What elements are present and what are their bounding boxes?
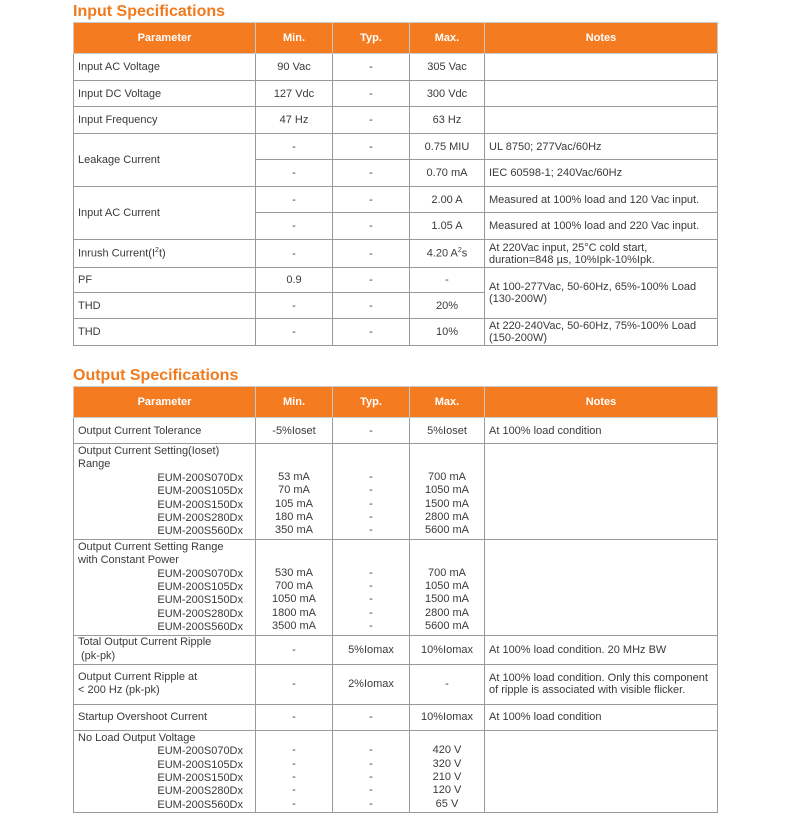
value: - bbox=[369, 470, 373, 483]
notes-cell: At 100% load condition bbox=[485, 418, 718, 444]
table-row bbox=[74, 635, 718, 664]
param-cell: THD bbox=[74, 293, 256, 319]
typ-cell: - bbox=[333, 54, 410, 81]
notes-cell: Measured at 100% load and 120 Vac input. bbox=[485, 187, 718, 213]
header-max: Max. bbox=[410, 387, 485, 418]
value: - bbox=[292, 757, 296, 770]
value: - bbox=[369, 744, 373, 757]
model-name: EUM-200S150Dx bbox=[157, 498, 243, 511]
typ-cell: - bbox=[333, 240, 410, 268]
param-line: with Constant Power bbox=[78, 554, 179, 567]
param-cell bbox=[74, 539, 256, 635]
min-cell bbox=[256, 730, 333, 812]
param-line: Output Current Setting(Ioset) bbox=[78, 445, 220, 457]
min-cell: 127 Vdc bbox=[256, 81, 333, 107]
param-line: No Load Output Voltage bbox=[78, 731, 196, 744]
typ-cell: - bbox=[333, 134, 410, 160]
typ-cell: - bbox=[333, 268, 410, 293]
value: 420 V bbox=[432, 744, 462, 757]
value: - bbox=[369, 770, 373, 783]
table-row bbox=[74, 240, 718, 268]
table-row bbox=[74, 319, 718, 346]
typ-cell: - bbox=[333, 704, 410, 730]
max-cell: 2.00 A bbox=[410, 187, 485, 213]
notes-cell bbox=[485, 539, 718, 635]
param-cell bbox=[74, 635, 256, 664]
min-cell: - bbox=[256, 213, 333, 240]
header-notes: Notes bbox=[485, 23, 718, 54]
table-row bbox=[74, 134, 718, 160]
value: - bbox=[292, 784, 296, 797]
value: - bbox=[369, 784, 373, 797]
table-row bbox=[74, 730, 718, 812]
min-cell: - bbox=[256, 240, 333, 268]
notes-cell: At 100% load condition. 20 MHz BW bbox=[485, 635, 718, 664]
max-cell bbox=[410, 444, 485, 540]
value: 320 V bbox=[432, 757, 462, 770]
value: - bbox=[369, 484, 373, 497]
param-line: Total Output Current Ripple bbox=[78, 636, 212, 649]
min-cell: - bbox=[256, 664, 333, 704]
param-line: (pk-pk) bbox=[81, 649, 116, 662]
typ-cell: - bbox=[333, 81, 410, 107]
max-cell: 300 Vdc bbox=[410, 81, 485, 107]
param-cell: Input DC Voltage bbox=[74, 81, 256, 107]
model-name: EUM-200S070Dx bbox=[157, 745, 243, 758]
max-cell: 63 Hz bbox=[410, 107, 485, 134]
param-cell bbox=[74, 444, 256, 540]
min-cell bbox=[256, 444, 333, 540]
notes-cell: IEC 60598-1; 240Vac/60Hz bbox=[485, 160, 718, 187]
min-cell: - bbox=[256, 635, 333, 664]
value: - bbox=[369, 580, 373, 593]
max-cell bbox=[410, 730, 485, 812]
notes-cell: UL 8750; 277Vac/60Hz bbox=[485, 134, 718, 160]
value: - bbox=[292, 797, 296, 810]
value: 350 mA bbox=[275, 524, 313, 537]
header-notes: Notes bbox=[485, 387, 718, 418]
param-line: < 200 Hz (pk-pk) bbox=[78, 684, 160, 697]
param-cell: Startup Overshoot Current bbox=[74, 704, 256, 730]
max-cell: 5%Ioset bbox=[410, 418, 485, 444]
param-cell: Input AC Current bbox=[74, 187, 256, 240]
value: 1050 mA bbox=[424, 580, 470, 593]
model-name: EUM-200S105Dx bbox=[157, 758, 243, 771]
value: - bbox=[369, 620, 373, 633]
value: 53 mA bbox=[278, 470, 310, 483]
output-specifications-title: Output Specifications bbox=[73, 367, 239, 384]
model-name: EUM-200S280Dx bbox=[157, 607, 243, 620]
notes-cell: At 100% load condition bbox=[485, 704, 718, 730]
value: 700 mA bbox=[428, 470, 466, 483]
model-name: EUM-200S150Dx bbox=[157, 594, 243, 607]
max-cell: 10%Iomax bbox=[410, 704, 485, 730]
header-max: Max. bbox=[410, 23, 485, 54]
header-min: Min. bbox=[256, 387, 333, 418]
output-specifications-table bbox=[73, 386, 718, 813]
model-name: EUM-200S280Dx bbox=[157, 512, 243, 525]
value: 1500 mA bbox=[424, 593, 470, 606]
value: - bbox=[369, 593, 373, 606]
value: 65 V bbox=[435, 797, 459, 810]
value: 1050 mA bbox=[424, 484, 470, 497]
min-cell: - bbox=[256, 293, 333, 319]
min-cell: -5%Ioset bbox=[256, 418, 333, 444]
min-cell: - bbox=[256, 704, 333, 730]
value: 5600 mA bbox=[424, 524, 470, 537]
notes-cell bbox=[485, 730, 718, 812]
notes-cell bbox=[485, 444, 718, 540]
model-name: EUM-200S150Dx bbox=[157, 771, 243, 784]
value: 105 mA bbox=[275, 497, 313, 510]
typ-cell: - bbox=[333, 319, 410, 346]
table-row bbox=[74, 268, 718, 293]
max-cell: - bbox=[410, 268, 485, 293]
max-text: 4.20 A bbox=[426, 247, 458, 260]
notes-cell bbox=[485, 54, 718, 81]
param-text-suffix: t) bbox=[158, 247, 166, 260]
model-name: EUM-200S105Dx bbox=[157, 485, 243, 498]
input-specifications-title: Input Specifications bbox=[73, 3, 226, 20]
max-cell: - bbox=[410, 664, 485, 704]
value: 700 mA bbox=[275, 580, 313, 593]
value: 5600 mA bbox=[424, 620, 470, 633]
notes-cell bbox=[485, 107, 718, 134]
min-cell: 90 Vac bbox=[256, 54, 333, 81]
value: 180 mA bbox=[275, 511, 313, 524]
notes-cell: Measured at 100% load and 220 Vac input. bbox=[485, 213, 718, 240]
max-cell bbox=[410, 539, 485, 635]
param-cell bbox=[74, 664, 256, 704]
typ-cell bbox=[333, 730, 410, 812]
param-cell: Leakage Current bbox=[74, 134, 256, 187]
notes-cell: At 100% load condition. Only this component of ripple is associated with visible flicker. bbox=[485, 664, 718, 704]
min-cell: - bbox=[256, 187, 333, 213]
value: - bbox=[369, 511, 373, 524]
notes-cell: At 220-240Vac, 50-60Hz, 75%-100% Load (150-200W) bbox=[485, 319, 718, 346]
model-name: EUM-200S280Dx bbox=[157, 785, 243, 798]
table-row bbox=[74, 187, 718, 213]
typ-cell: - bbox=[333, 107, 410, 134]
table-row bbox=[74, 664, 718, 704]
value: 1800 mA bbox=[271, 606, 317, 619]
max-superscript: 2 bbox=[457, 247, 462, 255]
min-cell: - bbox=[256, 160, 333, 187]
table-row bbox=[74, 107, 718, 134]
table-row bbox=[74, 81, 718, 107]
value: 700 mA bbox=[428, 566, 466, 579]
table-header-row bbox=[74, 387, 718, 418]
min-cell: 47 Hz bbox=[256, 107, 333, 134]
value: 210 V bbox=[432, 770, 462, 783]
value: - bbox=[369, 497, 373, 510]
model-name: EUM-200S560Dx bbox=[157, 621, 243, 634]
value: - bbox=[369, 566, 373, 579]
max-cell: 10% bbox=[410, 319, 485, 346]
value: 120 V bbox=[432, 784, 462, 797]
header-typ: Typ. bbox=[333, 387, 410, 418]
header-min: Min. bbox=[256, 23, 333, 54]
param-cell: THD bbox=[74, 319, 256, 346]
param-cell: Input Frequency bbox=[74, 107, 256, 134]
max-cell bbox=[410, 240, 485, 268]
value: - bbox=[292, 744, 296, 757]
notes-cell bbox=[485, 81, 718, 107]
value: - bbox=[292, 770, 296, 783]
param-cell: Output Current Tolerance bbox=[74, 418, 256, 444]
value: 3500 mA bbox=[271, 620, 317, 633]
value: 530 mA bbox=[275, 566, 313, 579]
max-cell: 0.75 MIU bbox=[410, 134, 485, 160]
value: - bbox=[369, 606, 373, 619]
typ-cell bbox=[333, 444, 410, 540]
param-cell bbox=[74, 730, 256, 812]
typ-cell: - bbox=[333, 418, 410, 444]
value: 1500 mA bbox=[424, 497, 470, 510]
value: 2800 mA bbox=[424, 606, 470, 619]
max-cell: 20% bbox=[410, 293, 485, 319]
max-cell: 1.05 A bbox=[410, 213, 485, 240]
min-cell: - bbox=[256, 134, 333, 160]
header-typ: Typ. bbox=[333, 23, 410, 54]
typ-cell: - bbox=[333, 293, 410, 319]
param-line: Output Current Setting Range bbox=[78, 540, 224, 553]
typ-cell: 2%Iomax bbox=[333, 664, 410, 704]
param-cell: Input AC Voltage bbox=[74, 54, 256, 81]
table-row bbox=[74, 539, 718, 635]
param-text: Inrush Current(I bbox=[78, 247, 156, 260]
table-row bbox=[74, 704, 718, 730]
header-parameter: Parameter bbox=[74, 23, 256, 54]
max-cell: 10%Iomax bbox=[410, 635, 485, 664]
typ-cell: 5%Iomax bbox=[333, 635, 410, 664]
table-row bbox=[74, 54, 718, 81]
value: - bbox=[369, 757, 373, 770]
typ-cell: - bbox=[333, 160, 410, 187]
notes-cell: At 100-277Vac, 50-60Hz, 65%-100% Load (130-200W) bbox=[485, 268, 718, 319]
header-parameter: Parameter bbox=[74, 387, 256, 418]
max-cell: 305 Vac bbox=[410, 54, 485, 81]
typ-cell: - bbox=[333, 187, 410, 213]
notes-cell: At 220Vac input, 25°C cold start, duration=848 µs, 10%Ipk-10%Ipk. bbox=[485, 240, 718, 268]
value: - bbox=[369, 524, 373, 537]
value: - bbox=[369, 797, 373, 810]
typ-cell: - bbox=[333, 213, 410, 240]
min-cell bbox=[256, 539, 333, 635]
min-cell: 0.9 bbox=[256, 268, 333, 293]
table-row bbox=[74, 444, 718, 540]
model-name: EUM-200S070Dx bbox=[157, 471, 243, 484]
param-line: Output Current Ripple at bbox=[78, 670, 198, 683]
param-cell: PF bbox=[74, 268, 256, 293]
param-superscript: 2 bbox=[155, 247, 159, 255]
model-name: EUM-200S560Dx bbox=[157, 525, 243, 538]
table-header-row bbox=[74, 23, 718, 54]
param-cell bbox=[74, 240, 256, 268]
value: 1050 mA bbox=[271, 593, 317, 606]
max-cell: 0.70 mA bbox=[410, 160, 485, 187]
input-specifications-table bbox=[73, 22, 718, 346]
model-name: EUM-200S560Dx bbox=[157, 798, 243, 811]
value: 70 mA bbox=[278, 484, 310, 497]
param-line: Range bbox=[78, 458, 111, 471]
model-name: EUM-200S070Dx bbox=[157, 567, 243, 580]
max-text-suffix: s bbox=[461, 247, 468, 260]
model-name: EUM-200S105Dx bbox=[157, 581, 243, 594]
value: 2800 mA bbox=[424, 511, 470, 524]
typ-cell bbox=[333, 539, 410, 635]
table-row bbox=[74, 418, 718, 444]
min-cell: - bbox=[256, 319, 333, 346]
